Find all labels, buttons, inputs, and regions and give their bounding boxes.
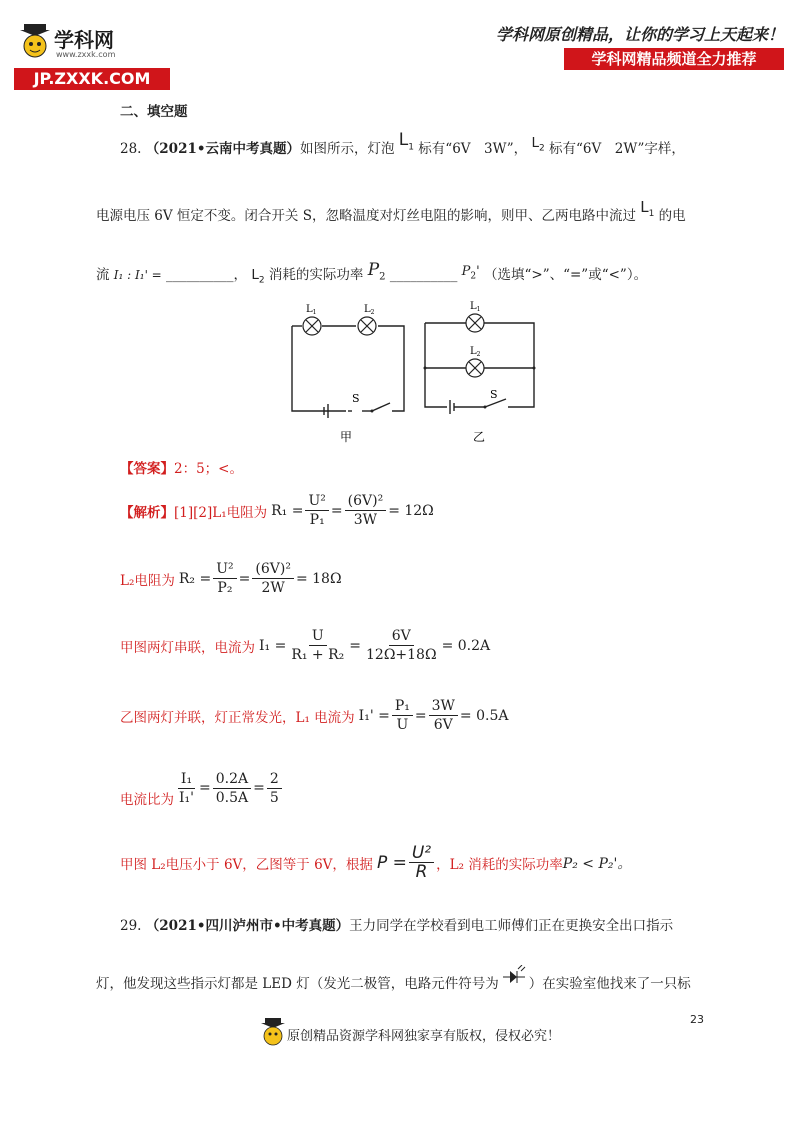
- label-L1-yi: $L_1$: [470, 301, 481, 313]
- site-logo: [12, 20, 162, 88]
- symbol-L1: $L_1$: [398, 130, 414, 153]
- site-name: 学科网: [54, 28, 114, 52]
- blank-2[interactable]: __________: [389, 267, 458, 283]
- label-S-yi: S: [490, 388, 498, 401]
- lamp-L2-jia: [358, 317, 376, 335]
- analysis-line-4: 乙图两灯并联，灯正常发光，L₁ 电流为 I₁' = $\frac{\text{P₁}}{U}$ = $\frac{3W}{6V}$ = 0.5A: [120, 698, 509, 733]
- question-source: （2021•云南中考真题）: [145, 141, 300, 157]
- question-28-line1: 28. （2021•云南中考真题）如图所示，灯泡 $L_1$ 标有“6V 3W”， $L_2$ 标有“6V 2W”字样，: [120, 130, 685, 157]
- lamp-L1-yi: [466, 314, 484, 332]
- question-number: 28.: [120, 141, 142, 157]
- copyright-notice: 原创精品资源学科网独家享有版权，侵权必究！: [287, 1029, 561, 1044]
- caption-jia: 甲: [340, 430, 353, 444]
- analysis-line-1: 【解析】 [1][2]L₁电阻为 R₁ = $\frac{\text{U²}}{\text{P₁}}$ = $\frac{\text{(6V)²}}{3W}$ = 12Ω: [120, 493, 434, 528]
- channel-banner: 学科网精品频道全力推荐: [564, 48, 784, 70]
- circuit-diagrams: [280, 296, 550, 456]
- analysis-line-5: 电流比为 $\frac{\text{I₁}}{\text{I₁'}}$ = $\frac{0.2A}{0.5A}$ = $\frac{2}{5}$: [120, 768, 284, 808]
- lamp-L1-jia: [303, 317, 321, 335]
- label-L1-jia: $L_1$: [306, 304, 317, 316]
- answer-line: [120, 457, 243, 477]
- mascot-icon: [260, 1017, 286, 1047]
- section-title: 二、填空题: [120, 104, 188, 120]
- question-number: 29.: [120, 918, 142, 934]
- analysis-line-2: L₂电阻为 R₂ = $\frac{\text{U²}}{\text{P₂}}$ = $\frac{\text{(6V)²}}{2W}$ = 18Ω: [120, 561, 342, 596]
- label-L2-jia: $L_2$: [364, 304, 375, 316]
- answer-label: 【答案】: [120, 461, 174, 477]
- answer-text: 2：5；<。: [174, 461, 243, 477]
- mascot-icon: [18, 22, 52, 62]
- site-subtitle: www.zxxk.com: [56, 50, 116, 59]
- question-28-line3: 流 I₁ : I₁' = __________， $L_2$ 消耗的实际功率 $P_2$ __________ $P_2'$ （选填“>”、“=”或“<”）。: [96, 260, 648, 286]
- analysis-line-3: 甲图两灯串联，电流为 I₁ = $\frac{U}{\text{R₁ + R₂}}$ = $\frac{6V}{12\Omega+18\Omega}$ = 0.2A: [120, 628, 491, 663]
- question-29-line2: 灯，他发现这些指示灯都是 LED 灯（发光二极管，电路元件符号为 ）在实验室他找来了一只标: [96, 971, 691, 993]
- question-29-line1: 29. （2021•四川泸州市•中考真题）王力同学在学校看到电工师傅们正在更换安全出口指示: [120, 918, 674, 934]
- led-symbol-icon: [501, 965, 527, 987]
- caption-yi: 乙: [473, 430, 486, 444]
- blank-1[interactable]: __________，: [166, 267, 248, 283]
- analysis-line-6: 甲图 L₂电压小于 6V，乙图等于 6V，根据 P = $\frac{\text{U²}}{R}$ ，L₂ 消耗的实际功率 P₂ < P₂'。: [120, 843, 632, 882]
- question-source: （2021•四川泸州市•中考真题）: [145, 918, 350, 934]
- symbol-L1b: $L_1$: [640, 198, 655, 219]
- label-L2-yi: $L_2$: [470, 346, 481, 358]
- question-28-line2: 电源电压 6V 恒定不变。闭合开关 S，忽略温度对灯丝电阻的影响，则甲、乙两电路中流过 $L_1$ 的电: [96, 198, 686, 224]
- page-number: 23: [690, 1013, 704, 1026]
- circuit-jia: [292, 326, 404, 418]
- label-S-jia: S: [352, 392, 360, 405]
- symbol-L2: $L_2$: [531, 135, 545, 154]
- slogan: 学科网原创精品，让你的学习上天起来！: [495, 25, 784, 44]
- lamp-L2-yi: [466, 359, 484, 377]
- site-url-banner[interactable]: JP.ZXXK.COM: [14, 68, 170, 90]
